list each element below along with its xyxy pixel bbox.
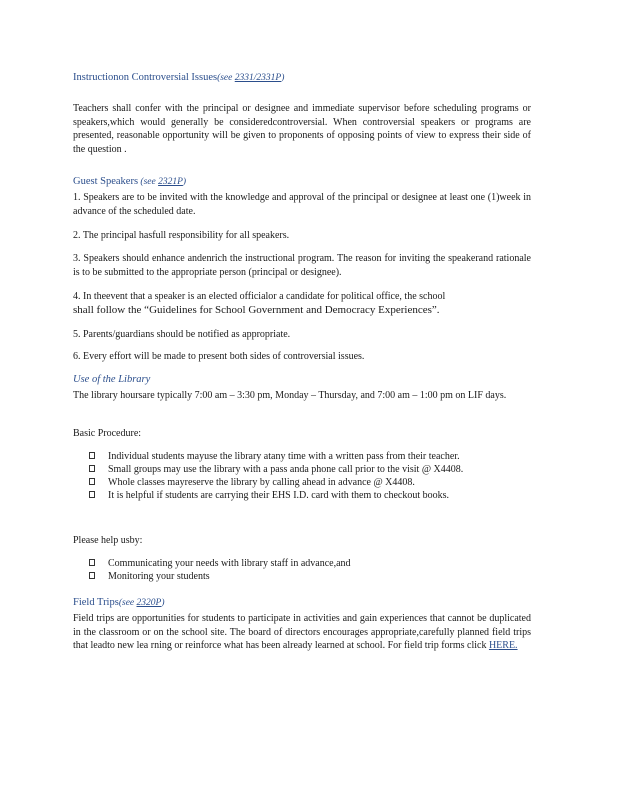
guest-speakers-heading <box>73 176 531 187</box>
guest-speakers-title: Guest Speakers <box>73 176 139 187</box>
bullet-box-icon <box>89 491 95 498</box>
help-label: Please help usby: <box>73 535 143 546</box>
list-item <box>73 476 531 489</box>
speaker-rule-1: 1. Speakers are to be invited with the knowledge and approval of the principal or designee at least one (1)week in advance of the scheduled date. <box>73 192 531 217</box>
guest-speakers-see-prefix: (see <box>138 177 159 187</box>
speaker-rule-6: 6. Every effort will be made to present both sides of controversial issues. <box>73 351 365 362</box>
help-item-text: Communicating your needs with library staff in advance,and <box>108 558 351 569</box>
list-item <box>73 557 531 570</box>
speaker-rule-2: 2. The principal hasfull responsibility for all speakers. <box>73 230 290 241</box>
list-item <box>73 489 531 502</box>
bullet-box-icon <box>89 465 95 472</box>
procedure-item-text: It is helpful if students are carrying their EHS I.D. card with them to checkout books. <box>108 490 450 501</box>
list-item <box>73 570 531 583</box>
instruction-see-prefix: (see <box>217 73 235 83</box>
field-trips-body <box>73 612 531 653</box>
field-trips-policy-link[interactable]: 2320P <box>136 598 162 608</box>
speaker-rule-4: 4. In theevent that a speaker is an elected officialor a candidate for political office, the school <box>73 291 446 302</box>
instruction-heading <box>73 72 531 83</box>
bullet-box-icon <box>89 452 95 459</box>
bullet-box-icon <box>89 478 95 485</box>
procedure-item-text: Whole classes mayreserve the library by calling ahead in advance @ X4408. <box>108 477 415 488</box>
procedure-label: Basic Procedure: <box>73 428 142 439</box>
procedure-list <box>73 450 531 502</box>
library-hours: The library hoursare typically 7:00 am – 3:30 pm, Monday – Thursday, and 7:00 am – 1:00 pm on LIF days. <box>73 390 507 401</box>
help-list <box>73 557 531 583</box>
instruction-policy-link[interactable]: 2331/2331P <box>234 73 282 83</box>
instruction-see-suffix: ) <box>281 73 285 83</box>
guest-speakers-policy-link[interactable]: 2321P <box>158 177 183 187</box>
instruction-body: Teachers shall confer with the principal or designee and immediate supervisor before scheduling programs or speakers,which would generally be consideredcontroversial. When controversial speakers or programs are presented, reasonable opportunity will be given to proponents of opposing points of view to express their side of the question . <box>73 103 531 155</box>
speaker-rule-3: 3. Speakers should enhance andenrich the instructional program. The reason for inviting the speakerand rationale is to be submitted to the appropriate person (principal or designee). <box>73 253 531 278</box>
field-trips-see-suffix: ) <box>161 598 165 608</box>
help-item-text: Monitoring your students <box>108 571 210 582</box>
procedure-item-text: Small groups may use the library with a pass anda phone call prior to the visit @ X4408. <box>108 464 464 475</box>
guest-speakers-see-suffix: ) <box>182 177 187 187</box>
instruction-title: Instructionon Controversial Issues <box>73 72 218 83</box>
field-trips-heading <box>73 597 531 608</box>
field-trip-forms-link[interactable]: HERE. <box>488 640 518 651</box>
field-trips-title: Field Trips <box>73 597 119 608</box>
bullet-box-icon <box>89 572 95 579</box>
speaker-rule-4-continuation: shall follow the “Guidelines for School Government and Democracy Experiences”. <box>73 304 440 316</box>
procedure-item-text: Individual students mayuse the library atany time with a written pass from their teacher. <box>108 451 460 462</box>
bullet-box-icon <box>89 559 95 566</box>
library-heading: Use of the Library <box>73 374 151 385</box>
list-item <box>73 450 531 463</box>
speaker-rule-5: 5. Parents/guardians should be notified as appropriate. <box>73 329 291 340</box>
field-trips-see-prefix: (see <box>118 598 137 608</box>
field-trips-text: Field trips are opportunities for students to participate in activities and gain experiences that cannot be duplicated in the classroom or on the school site. The board of directors encourages appropriate,carefully planned field trips that leadto new lea rning or reinforce what has been already learned at school. For field trip forms click <box>73 613 531 651</box>
list-item <box>73 463 531 476</box>
